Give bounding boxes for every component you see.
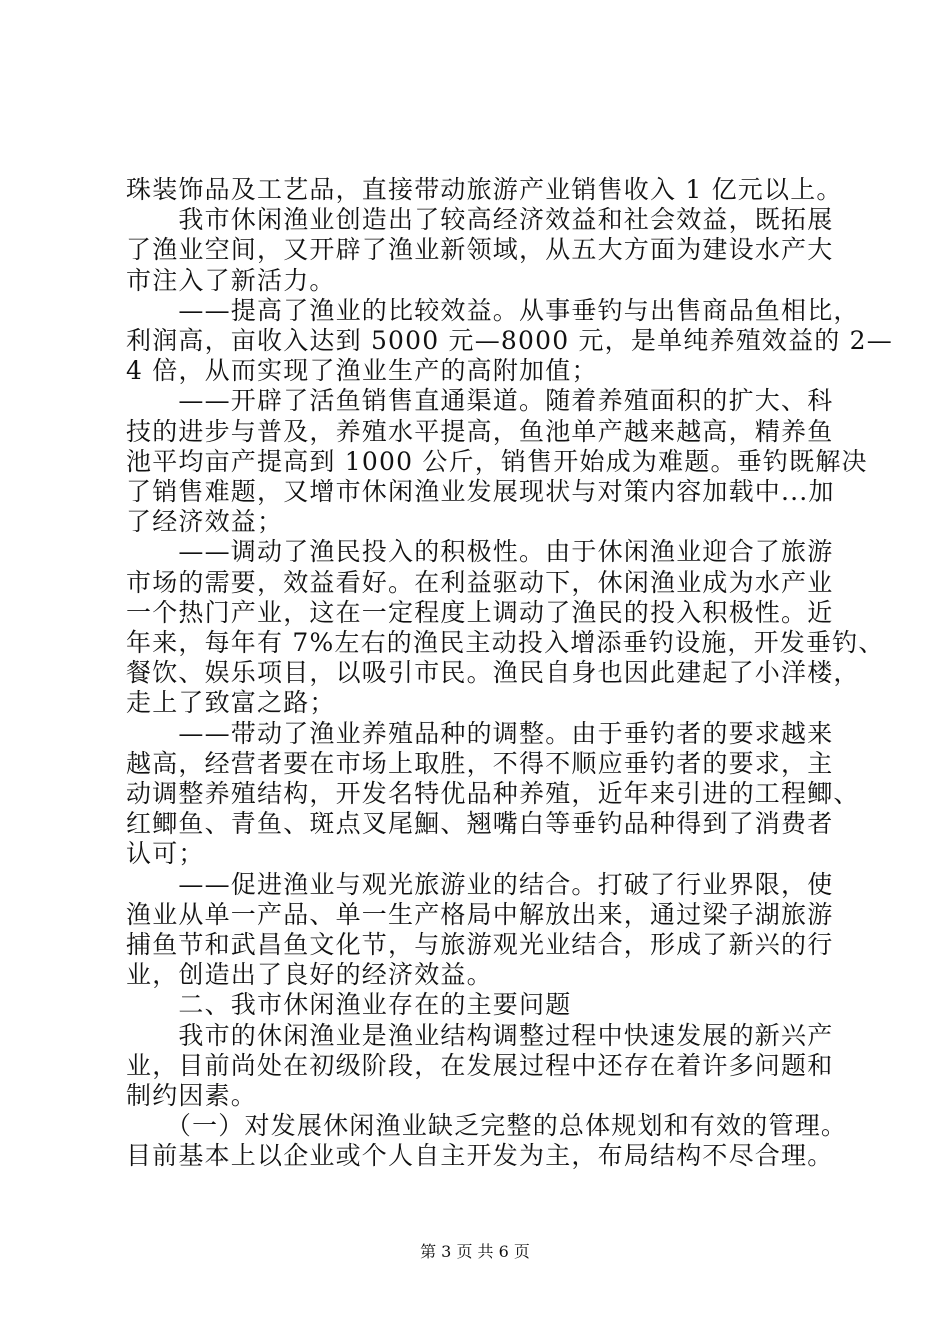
text-line: 了经济效益； [126, 507, 284, 537]
text-line: ——调动了渔民投入的积极性。由于休闲渔业迎合了旅游 [126, 537, 834, 567]
text-line: 市注入了新活力。 [126, 265, 336, 295]
text-line: 4 倍，从而实现了渔业生产的高附加值； [126, 356, 598, 386]
text-line: 我市的休闲渔业是渔业结构调整过程中快速发展的新兴产 [126, 1020, 834, 1050]
text-line: ——促进渔业与观光旅游业的结合。打破了行业界限，使 [126, 869, 834, 899]
text-line: 我市休闲渔业创造出了较高经济效益和社会效益，既拓展 [126, 205, 834, 235]
section-heading: 二、我市休闲渔业存在的主要问题 [126, 990, 572, 1020]
text-line: 市场的需要，效益看好。在利益驱动下，休闲渔业成为水产业 [126, 567, 834, 597]
text-line: ——提高了渔业的比较效益。从事垂钓与出售商品鱼相比， [126, 295, 860, 325]
text-line: 珠装饰品及工艺品，直接带动旅游产业销售收入 1 亿元以上。 [126, 175, 843, 204]
text-line: 走上了致富之路； [126, 688, 336, 718]
text-line: 年来，每年有 7%左右的渔民主动投入增添垂钓设施，开发垂钓、 [126, 628, 885, 657]
text-line: 业，目前尚处在初级阶段，在发展过程中还存在着许多问题和 [126, 1050, 834, 1080]
text-line: 餐饮、娱乐项目，以吸引市民。渔民自身也因此建起了小洋楼， [126, 658, 860, 688]
text-line: 技的进步与普及，养殖水平提高，鱼池单产越来越高，精养鱼 [126, 416, 834, 446]
text-line: ——开辟了活鱼销售直通渠道。随着养殖面积的扩大、科 [126, 386, 834, 416]
text-line: 捕鱼节和武昌鱼文化节，与旅游观光业结合，形成了新兴的行 [126, 930, 834, 959]
text-line: 目前基本上以企业或个人自主开发为主，布局结构不尽合理。 [126, 1141, 834, 1171]
text-line: 业，创造出了良好的经济效益。 [126, 960, 493, 990]
text-line: 一个热门产业，这在一定程度上调动了渔民的投入积极性。近 [126, 597, 834, 627]
text-line: 了销售难题，又增市休闲渔业发展现状与对策内容加载中...加 [126, 477, 835, 506]
text-line: ——带动了渔业养殖品种的调整。由于垂钓者的要求越来 [126, 718, 834, 748]
text-line: 认可； [126, 839, 205, 869]
text-line: 了渔业空间，又开辟了渔业新领域，从五大方面为建设水产大 [126, 235, 834, 265]
text-line: （一）对发展休闲渔业缺乏完整的总体规划和有效的管理。 [126, 1111, 848, 1141]
text-line: 动调整养殖结构，开发名特优品种养殖，近年来引进的工程鲫、 [126, 779, 860, 808]
page-number-footer: 第 3 页 共 6 页 [420, 1242, 530, 1261]
text-line: 制约因素。 [126, 1081, 258, 1110]
text-line: 池平均亩产提高到 1000 公斤，销售开始成为难题。垂钓既解决 [126, 446, 868, 476]
text-line: 利润高，亩收入达到 5000 元—8000 元，是单纯养殖效益的 2— [126, 326, 893, 355]
text-line: 越高，经营者要在市场上取胜，不得不顺应垂钓者的要求，主 [126, 748, 834, 778]
text-line: 渔业从单一产品、单一生产格局中解放出来，通过梁子湖旅游 [126, 899, 834, 929]
text-line: 红鲫鱼、青鱼、斑点叉尾鮰、翘嘴白等垂钓品种得到了消费者 [126, 809, 834, 839]
